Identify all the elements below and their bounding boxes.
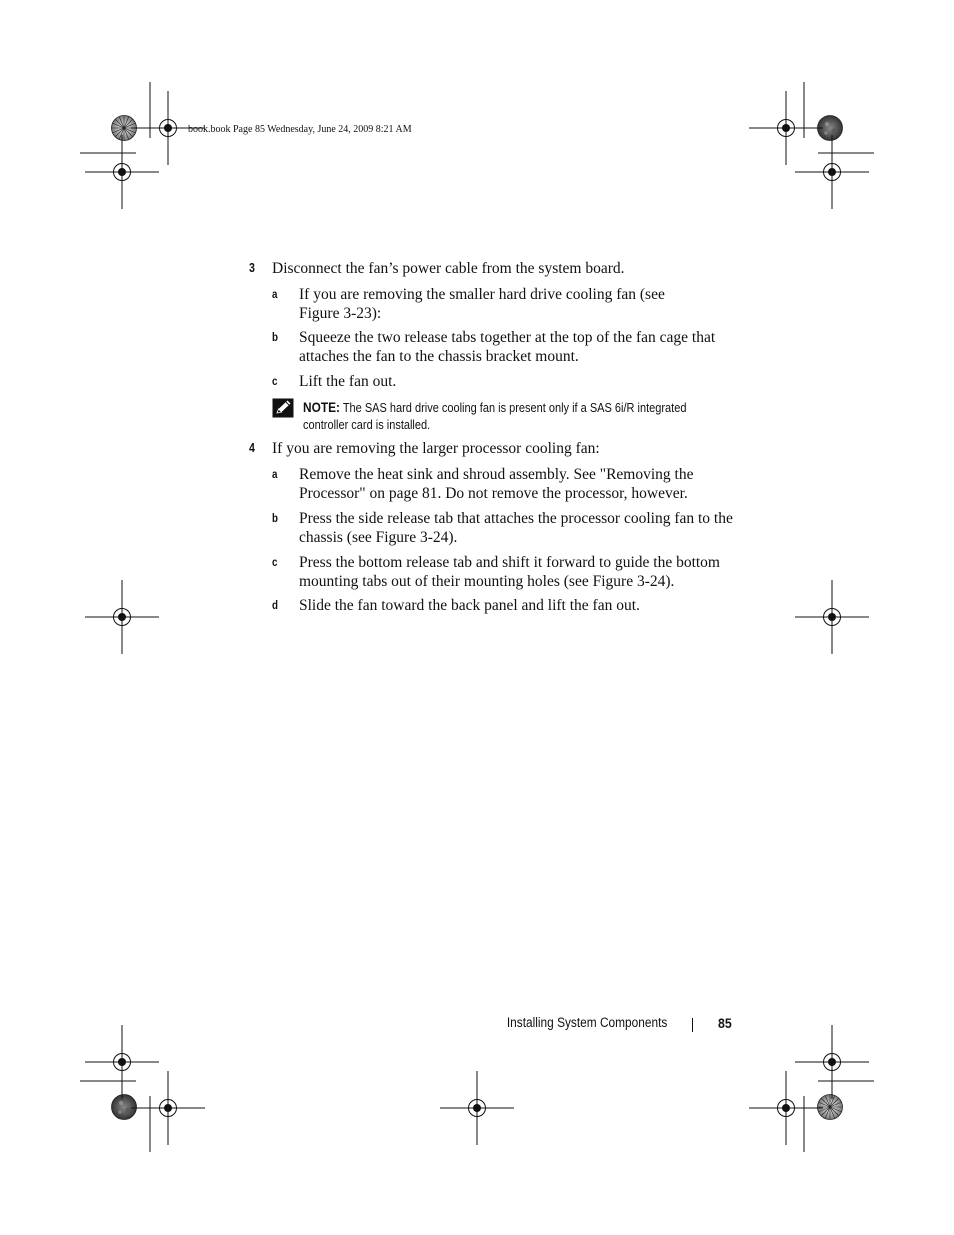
substep-letter: c [272,376,278,388]
page-number: 85 [718,1015,732,1031]
footer-separator [692,1018,693,1032]
substep-text [299,509,739,547]
substep-letter: d [272,600,278,612]
substep-text [299,553,739,591]
substep-text [299,465,739,503]
substep-letter: b [272,513,278,525]
step-number: 3 [249,261,255,275]
note-line-2: controller card is installed. [303,418,431,432]
substep-letter: a [272,289,278,301]
substep-line: Squeeze the two release tabs together at the top of the fan cage that [299,329,716,346]
substep-line: Slide the fan toward the back panel and lift the fan out. [299,597,640,614]
substep-text [299,328,739,366]
step-text: Disconnect the fan’s power cable from the system board. [272,260,625,277]
substep-line: Press the bottom release tab and shift it forward to guide the bottom [299,554,720,571]
substep-letter: a [272,469,278,481]
substep-line: attaches the fan to the chassis bracket mount. [299,348,579,365]
substep-line: If you are removing the smaller hard drive cooling fan (see [299,286,665,303]
substep-text [299,372,739,391]
note-text [303,399,717,434]
note-line-1: The SAS hard drive cooling fan is present only if a SAS 6i/R integrated [339,401,687,415]
substep-letter: c [272,557,278,569]
substep-line: Processor" on page 81. Do not remove the processor, however. [299,485,688,502]
substep-text [299,285,739,323]
step-text: If you are removing the larger processor cooling fan: [272,440,600,457]
substep-letter: b [272,332,278,344]
substep-line: Remove the heat sink and shroud assembly. See "Removing the [299,466,694,483]
substep-line: mounting tabs out of their mounting holes (see Figure 3-24). [299,573,675,590]
substep-line: Lift the fan out. [299,373,397,390]
note-label: NOTE: [303,400,340,415]
substep-line: Figure 3-23): [299,305,382,322]
substep-text [299,596,739,615]
substep-line: Press the side release tab that attaches the processor cooling fan to the [299,510,733,527]
note-pencil-icon [272,398,294,418]
footer-section-title: Installing System Components [506,1015,667,1030]
substep-line: chassis (see Figure 3-24). [299,529,458,546]
print-slug: book.book Page 85 Wednesday, June 24, 2009 8:21 AM [188,124,412,135]
step-number: 4 [249,441,255,455]
